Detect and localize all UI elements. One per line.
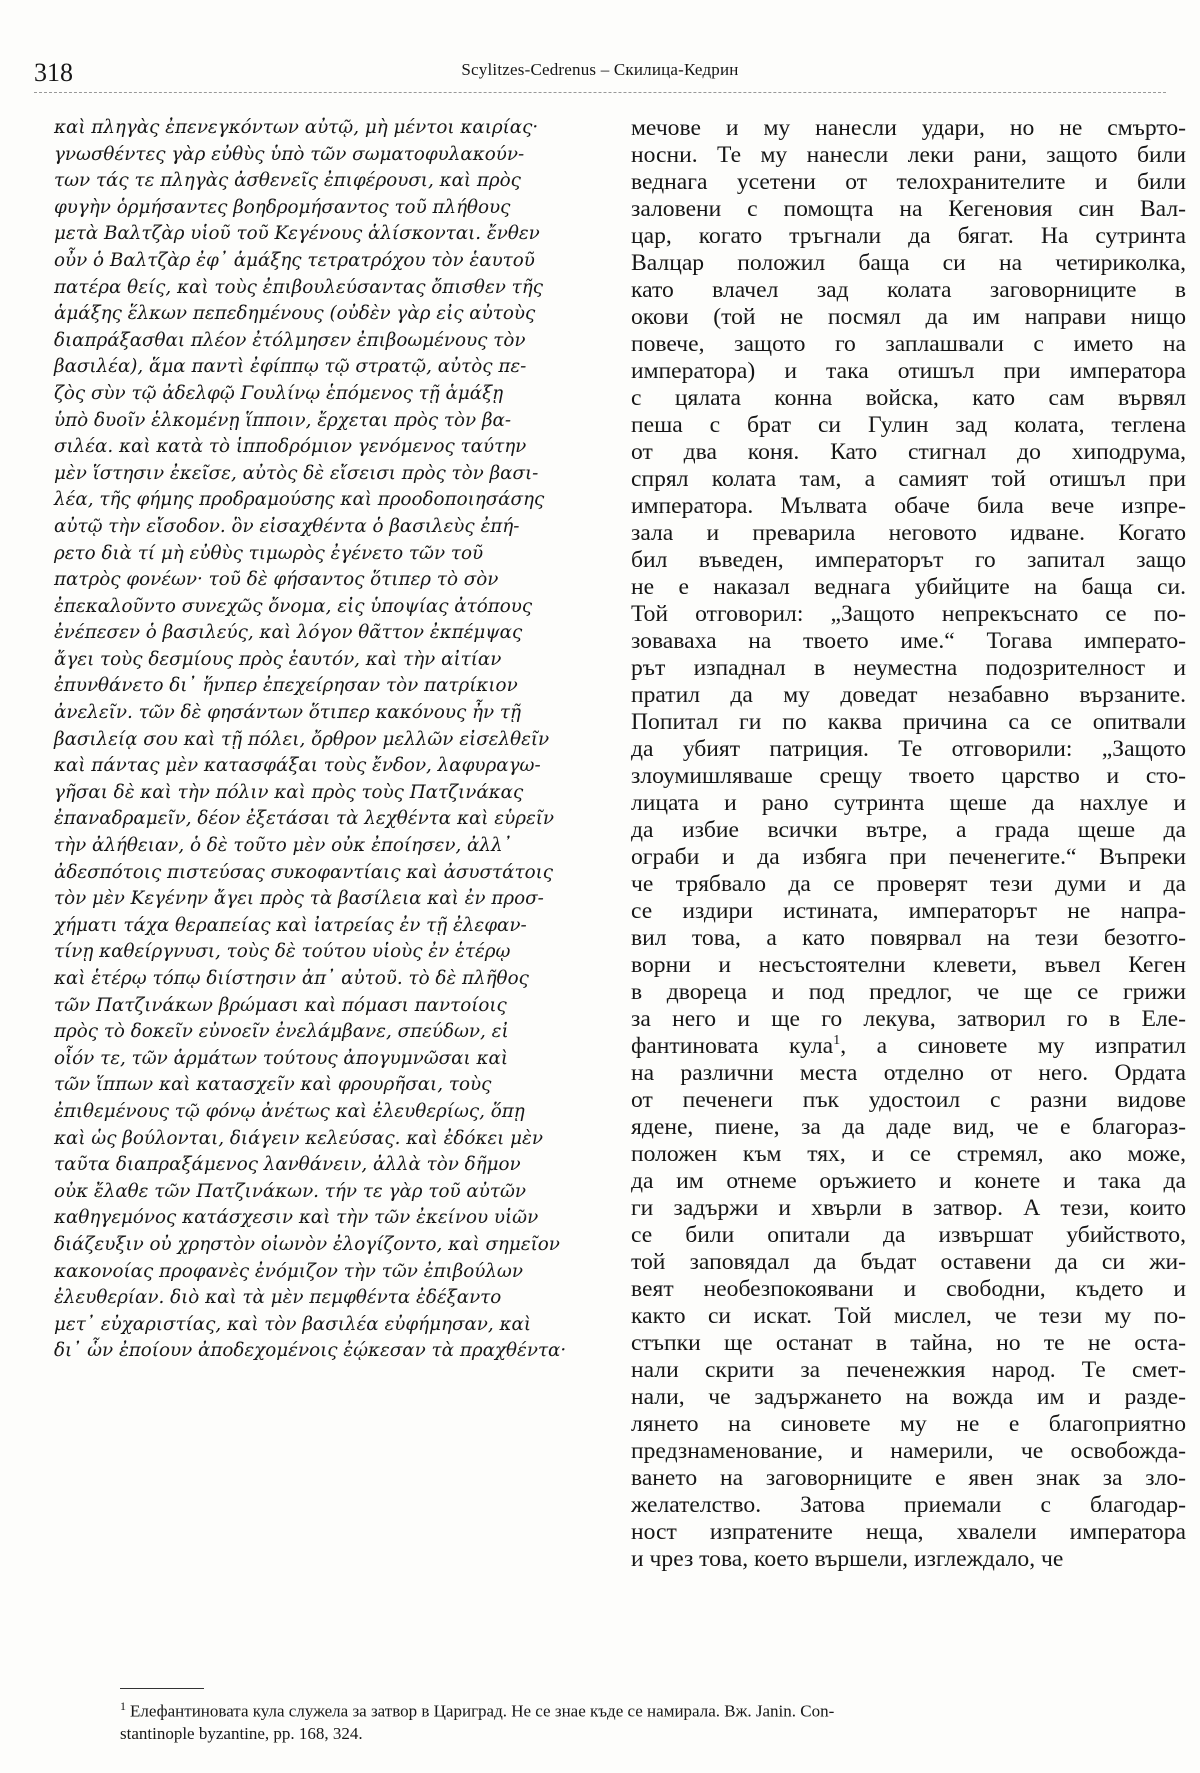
greek-text-line: καθηγεμόνος κατάσχεσιν καὶ τὴν τῶν ἐκείνου υἱῶν	[54, 1207, 539, 1229]
translation-text-line: заловени с помощта на Кегеновия син Вал-	[631, 196, 1186, 222]
translation-text-line: положен към тях, и се стремял, ако може,	[631, 1141, 1186, 1167]
greek-text-line: κακονοίας προφανὲς ἐνόμιζον τὴν τῶν ἐπιβούλων	[54, 1260, 523, 1282]
translation-text-line: се били опитали да извършат убийството,	[631, 1222, 1186, 1248]
translation-text-line: императора. Мълвата обаче била вече изпре-	[631, 493, 1186, 519]
greek-text-line: ἐλευθερίαν. διὸ καὶ τὰ μὲν πεμφθέντα ἐδέξαντο	[54, 1287, 502, 1309]
translation-text-line: на различни места отделно от него. Ордата	[631, 1060, 1186, 1086]
translation-text-line: стъпки ще останат в тайна, но те не оста-	[631, 1330, 1186, 1356]
greek-text-line: τίνῃ καθείργνυσι, τοὺς δὲ τούτου υἱοὺς ἐν ἑτέρῳ	[54, 941, 511, 963]
translation-text-line: рът изпаднал в неуместна подозрителност и	[631, 655, 1186, 681]
greek-text-line: μετ᾽ εὐχαριστίας, καὶ τὸν βασιλέα εὐφήμησαν, καὶ	[54, 1313, 532, 1335]
greek-text-line: βασιλείᾳ σου καὶ τῇ πόλει, ὄρθρον μελλῶν εἰσελθεῖν	[54, 728, 550, 750]
greek-text-line: τῶν Πατζινάκων βρώμασι καὶ πόμασι παντοίοις	[54, 994, 507, 1016]
translation-text-line: повече, защото го заплашвали с името на	[631, 331, 1186, 357]
greek-text-line: διαπράξασθαι πλέον ἐτόλμησεν ἐπιβοωμένους τὸν	[54, 329, 526, 351]
greek-text-line: ἀδεσπότοις πιστεύσας συκοφαντίαις καὶ ἀσυστάτοις	[54, 861, 553, 883]
greek-text-line: τὸν μὲν Κεγένην ἄγει πρὸς τὰ βασίλεια καὶ ἐν προσ-	[54, 888, 544, 910]
greek-text-line: ἐπεκαλοῦντο συνεχῶς ὄνομα, εἰς ὑποψίας ἀτόπους	[54, 595, 533, 617]
translation-text-line: да избие всички вътре, а града щеше да	[631, 817, 1186, 843]
translation-text-line: както си искат. Той мислел, че тези му по-	[631, 1303, 1186, 1329]
translation-text-line: от печенеги пък удостоил с разни видове	[631, 1087, 1186, 1113]
greek-text-line: ρετο διὰ τί μὴ εὐθὺς τιμωρὸς ἐγένετο τῶν τοῦ	[54, 542, 484, 564]
greek-text-line: καὶ πάντας μὲν κατασφάξαι τοὺς ἔνδον, λαφυραγω-	[54, 755, 541, 777]
footnote	[120, 1695, 1180, 1745]
translation-text-line: за него и ще го лекува, затворил го в Еле-	[631, 1006, 1186, 1032]
translation-text-line: от два коня. Като стигнал до хиподрума,	[631, 439, 1186, 465]
running-head: Scylitzes-Cedrenus – Скилица-Кедрин	[461, 60, 739, 79]
greek-text-line: τὴν ἀλήθειαν, ὁ δὲ τοῦτο μὲν οὐκ ἐποίησεν, ἀλλ᾽	[54, 835, 512, 857]
greek-text-line: ἐνέπεσεν ὁ βασιλεύς, καὶ λόγον θᾶττον ἐκπέμψας	[54, 622, 523, 644]
greek-text-line: ἐπιθεμένους τῷ φόνῳ ἀνέτως καὶ ἐλευθερίως, ὅπῃ	[54, 1100, 525, 1122]
translation-text-line: да убият патриция. Те отговорили: „Защото	[631, 736, 1186, 762]
translation-text-line: пеша с брат си Гулин зад колата, теглена	[631, 412, 1186, 438]
greek-text-line: ταῦτα διαπραξάμενος λανθάνειν, ἀλλὰ τὸν δῆμον	[54, 1154, 521, 1176]
footnote-line: stantinople byzantine, pp. 168, 324.	[120, 1723, 363, 1743]
greek-text-line: φυγὴν ὁρμήσαντες βοηδρομήσαντος τοῦ πλήθους	[54, 196, 511, 218]
translation-text-line: Валцар положил баща си на четириколка,	[631, 250, 1186, 276]
greek-text-line: ἐπαναδραμεῖν, δέον ἐξετάσαι τὰ λεχθέντα καὶ εὑρεῖν	[54, 808, 555, 830]
greek-text-line: ζὸς σὺν τῷ ἀδελφῷ Γουλίνῳ ἑπόμενος τῇ ἁμάξῃ	[54, 382, 504, 404]
greek-text-line: πρὸς τὸ δοκεῖν εὐνοεῖν ἐνελάμβανε, σπεύδων, εἰ	[54, 1021, 509, 1043]
translation-text-line: императора) и така отишъл при императора	[631, 358, 1186, 384]
translation-text-line: Той отговорил: „Защото непрекъснато се по-	[631, 601, 1186, 627]
translation-text-line: зоваваха на твоето име.“ Тогава императо-	[631, 628, 1186, 654]
translation-text-line: носни. Те му нанесли леки рани, защото били	[631, 142, 1186, 168]
greek-text-line: μὲν ἵστησιν ἐκεῖσε, αὐτὸς δὲ εἴσεισι πρὸς τὸν βασι-	[54, 462, 539, 484]
translation-text-line: веят необезпокоявани и свободни, където и	[631, 1276, 1186, 1302]
greek-text-line: καὶ ὡς βούλονται, διάγειν κελεύσας. καὶ ἐδόκει μὲν	[54, 1127, 543, 1149]
translation-text-line: спрял колата там, а самият той отишъл при	[631, 466, 1186, 492]
greek-text-line: χήματι τάχα θεραπείας καὶ ἰατρείας ἐν τῇ ἐλεφαν-	[54, 914, 527, 936]
translation-text-line: че трябвало да се проверят тези думи и да	[631, 871, 1186, 897]
translation-text-line: ност изпратените неща, хвалели императора	[631, 1519, 1186, 1545]
greek-text-line: οὐκ ἔλαθε τῶν Πατζινάκων. τήν τε γὰρ τοῦ αὐτῶν	[54, 1180, 526, 1202]
translation-text-line: ядене, пиене, за да даде вид, че е благораз-	[631, 1114, 1186, 1140]
translation-text-line: окови (той не посмял да им направи нищо	[631, 304, 1186, 330]
greek-text-line: τῶν ἵππων καὶ κατασχεῖν καὶ φρουρῆσαι, τοὺς	[54, 1074, 492, 1096]
page-number: 318	[34, 58, 73, 87]
footnote-text: Елефантиновата кула служела за затвор в Цариград. Не се знае къде се намирала. Вж. Janin. Con-	[130, 1701, 835, 1721]
translation-text-line: Попитал ги по каква причина са се опитвали	[631, 709, 1186, 735]
greek-text-line: οἷόν τε, τῶν ἁρμάτων τούτους ἀπογυμνῶσαι καὶ	[54, 1047, 508, 1069]
translation-text-line: цар, когато тръгнали да бягат. На сутринта	[631, 223, 1186, 249]
translation-text-line: ването на заговорниците е явен знак за зло-	[631, 1465, 1186, 1491]
greek-text-line: οὖν ὁ Βαλτζὰρ ἐφ᾽ ἁμάξης τετρατρόχου τὸν ἑαυτοῦ	[54, 249, 535, 271]
translation-text-line: ограби и да избяга при печенегите.“ Въпреки	[631, 844, 1186, 870]
translation-text-line: вил това, а като повярвал на тези безотго-	[631, 925, 1186, 951]
greek-text-line: γῆσαι δὲ καὶ τὴν πόλιν καὶ πρὸς τοὺς Πατζινάκας	[54, 781, 524, 803]
greek-text-line: πατρὸς φονέων· τοῦ δὲ φήσαντος ὅτιπερ τὸ σὸν	[54, 569, 499, 591]
translation-text-line: с цялата конна войска, като сам вървял	[631, 385, 1186, 411]
translation-text-line: мечове и му нанесли удари, но не смърто-	[631, 115, 1186, 141]
greek-text-line: γνωσθέντες γὰρ εὐθὺς ὑπὸ τῶν σωματοφυλακούν-	[54, 143, 525, 165]
translation-text-line: в двореца и под предлог, че ще се грижи	[631, 979, 1186, 1005]
footnote-reference: 1	[833, 1032, 841, 1049]
translation-text-line: лицата и рано сутринта щеше да нахлуе и	[631, 790, 1186, 816]
translation-text-line: желателство. Затова приемали с благодар-	[631, 1492, 1186, 1518]
greek-text-line: καὶ πληγὰς ἐπενεγκόντων αὐτῷ, μὴ μέντοι καιρίας·	[54, 117, 539, 138]
header-rule	[34, 92, 1166, 93]
greek-text-line: καὶ ἑτέρῳ τόπῳ διίστησιν ἀπ᾽ αὐτοῦ. τὸ δὲ πλῆθος	[54, 968, 529, 989]
translation-text-line: лянето на синовете му не е благоприятно	[631, 1411, 1186, 1437]
translation-text-line: злоумишляваше срещу твоето царство и сто-	[631, 763, 1186, 789]
translation-text-line: веднага усетени от телохранителите и били	[631, 169, 1186, 195]
translation-text-line: и чрез това, което вършели, изглеждало, че	[631, 1546, 1064, 1572]
translation-text-line: ги задържи и хвърли в затвор. А тези, които	[631, 1195, 1186, 1221]
footnote-rule	[120, 1688, 204, 1689]
greek-text-line: ἐπυνθάνετο δι᾽ ἥνπερ ἐπεχείρησαν τὸν πατρίκιον	[54, 675, 518, 697]
greek-text-line: ἀνελεῖν. τῶν δὲ φησάντων ὅτιπερ κακόνους ἦν τῇ	[54, 702, 522, 724]
greek-text-line: σιλέα. καὶ κατὰ τὸ ἱπποδρόμιον γενόμενος ταύτην	[54, 436, 527, 458]
greek-text-line: των τάς τε πληγὰς ἀσθενεῖς ἐπιφέρουσι, καὶ πρὸς	[54, 170, 521, 192]
greek-text-line: αὐτῷ τὴν εἴσοδον. ὃν εἰσαχθέντα ὁ βασιλεὺς ἐπή-	[54, 515, 520, 537]
greek-text-line: ἄγει τοὺς δεσμίους πρὸς ἑαυτόν, καὶ τὴν αἰτίαν	[54, 648, 502, 670]
greek-text-line: ὑπὸ δυοῖν ἑλκομένῃ ἵπποιν, ἔρχεται πρὸς τὸν βα-	[54, 409, 512, 431]
translation-text-line: ворни и несъстоятелни клевети, въвел Кеген	[631, 952, 1186, 978]
greek-text-line: μετὰ Βαλτζὰρ υἱοῦ τοῦ Κεγένους ἁλίσκονται. ἔνθεν	[54, 223, 540, 245]
greek-text-line: βασιλέα), ἅμα παντὶ ἐφίππῳ τῷ στρατῷ, αὐτὸς πε-	[54, 356, 527, 378]
greek-text-line: ἁμάξης ἕλκων πεπεδημένους (οὐδὲν γὰρ εἰς αὐτοὺς	[54, 303, 536, 325]
translation-text-line: нали, че задържането на вожда им и разде-	[631, 1384, 1186, 1410]
translation-text-line: той заповядал да бъдат оставени да си жи-	[631, 1249, 1186, 1275]
greek-text-line: λέα, τῆς φήμης προδραμούσης καὶ προοδοποιησάσης	[54, 489, 545, 511]
translation-text-line: се издири истината, императорът не напра-	[631, 898, 1186, 924]
translation-text-line: предзнаменование, и намерили, че освобожда-	[631, 1438, 1186, 1464]
translation-text-line: да им отнеме оръжието и конете и така да	[631, 1168, 1186, 1194]
translation-text-line: бил въведен, императорът го запитал защо	[631, 547, 1186, 573]
greek-text-line: πατέρα θείς, καὶ τοὺς ἐπιβουλεύσαντας ὄπισθεν τῆς	[54, 276, 543, 298]
footnote-marker: 1	[120, 1699, 126, 1713]
translation-text-line: пратил да му доведат незабавно вързаните.	[631, 682, 1186, 708]
translation-text-line: нали скрити за печенежкия народ. Те смет-	[631, 1357, 1186, 1383]
bulgarian-translation-column	[631, 115, 1186, 1573]
translation-text-line: зала и преварила неговото идване. Когато	[631, 520, 1186, 546]
greek-text-line: δι᾽ ὧν ἐποίουν ἀποδεχομένοις ἐῴκεσαν τὰ πραχθέντα·	[54, 1340, 567, 1362]
greek-text-column	[54, 115, 628, 1365]
greek-text-line: διάζευξιν οὐ χρηστὸν οἰωνὸν ἐλογίζοντο, καὶ σημεῖον	[54, 1233, 560, 1255]
translation-text-line: като влачел зад колата заговорниците в	[631, 277, 1186, 303]
translation-text-line: фантиновата кула$^1$, а синовете му изпратил	[631, 1032, 1186, 1059]
translation-text-line: не е наказал веднага убийците на баща си.	[631, 574, 1186, 600]
footnote-line	[120, 1695, 1180, 1723]
